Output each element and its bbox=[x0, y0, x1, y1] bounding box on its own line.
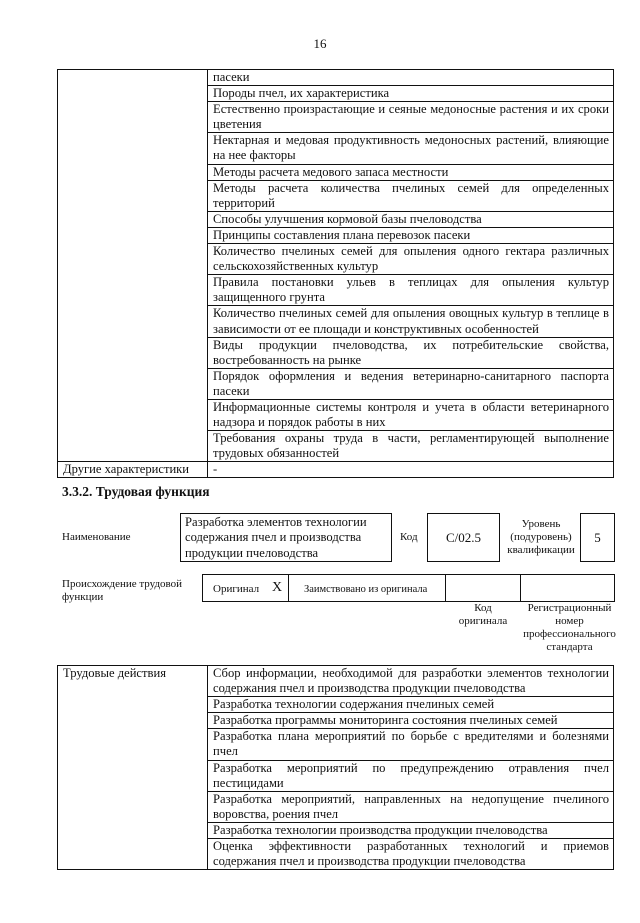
action-item: Разработка мероприятий по предупреждению отравления пчел пестицидами bbox=[208, 760, 614, 791]
action-item: Разработка технологии содержания пчелиных семей bbox=[208, 697, 614, 713]
code-label: Код bbox=[400, 531, 418, 543]
actions-table bbox=[57, 665, 614, 870]
name-label: Наименование bbox=[62, 531, 131, 543]
knowledge-item: Виды продукции пчеловодства, их потребительские свойства, востребованность на рынке bbox=[208, 337, 614, 368]
knowledge-item: Правила постановки ульев в теплицах для опыления культур защищенного грунта bbox=[208, 275, 614, 306]
knowledge-item: Принципы составления плана перевозок пасеки bbox=[208, 227, 614, 243]
knowledge-item: Естественно произрастающие и сеяные медоносные растения и их сроки цветения bbox=[208, 102, 614, 133]
action-item: Разработка технологии производства продукции пчеловодства bbox=[208, 822, 614, 838]
knowledge-item: Количество пчелиных семей для опыления овощных культур в теплице в зависимости от ее площади и конструктивных особенностей bbox=[208, 306, 614, 337]
knowledge-table bbox=[57, 69, 614, 478]
level-label: Уровень (подуровень) квалификации bbox=[507, 518, 575, 556]
action-item: Разработка плана мероприятий по борьбе с вредителями и болезнями пчел bbox=[208, 729, 614, 760]
knowledge-item: Способы улучшения кормовой базы пчеловодства bbox=[208, 211, 614, 227]
origin-borrowed-label: Заимствовано из оригинала bbox=[304, 584, 428, 595]
knowledge-item: Количество пчелиных семей для опыления одного гектара различных сельскохозяйственных культур bbox=[208, 244, 614, 275]
origin-reg-caption: Регистрационный номер профессионального стандарта bbox=[523, 602, 616, 653]
knowledge-item: Требования охраны труда в части, регламентирующей выполнение трудовых обязанностей bbox=[208, 431, 614, 462]
origin-code-caption: Код оригинала bbox=[458, 602, 508, 627]
knowledge-item: Методы расчета медового запаса местности bbox=[208, 164, 614, 180]
other-characteristics-label: Другие характеристики bbox=[58, 462, 208, 478]
knowledge-item: пасеки bbox=[208, 70, 614, 86]
section-heading: 3.3.2. Трудовая функция bbox=[62, 484, 210, 499]
function-code-box: C/02.5 bbox=[427, 513, 500, 562]
knowledge-label-cell bbox=[58, 70, 208, 462]
origin-original-mark: X bbox=[272, 580, 283, 595]
origin-original-label: Оригинал bbox=[213, 583, 260, 595]
actions-label: Трудовые действия bbox=[58, 666, 208, 870]
page-number: 16 bbox=[313, 36, 327, 51]
knowledge-item: Информационные системы контроля и учета в области ветеринарного надзора и порядок работы в них bbox=[208, 399, 614, 430]
origin-label: Происхождение трудовой функции bbox=[62, 578, 183, 603]
knowledge-item: Методы расчета количества пчелиных семей для определенных территорий bbox=[208, 180, 614, 211]
other-characteristics-value: - bbox=[208, 462, 614, 478]
knowledge-item: Нектарная и медовая продуктивность медоносных растений, влияющие на нее факторы bbox=[208, 133, 614, 164]
level-value-box: 5 bbox=[580, 513, 615, 562]
action-item: Сбор информации, необходимой для разработки элементов технологии содержания пчел и производства продукции пчеловодства bbox=[208, 666, 614, 697]
action-item: Оценка эффективности разработанных технологий и приемов содержания пчел и производства продукции пчеловодства bbox=[208, 839, 614, 870]
knowledge-item: Породы пчел, их характеристика bbox=[208, 86, 614, 102]
function-name-box: Разработка элементов технологии содержания пчел и производства продукции пчеловодства bbox=[180, 513, 392, 562]
action-item: Разработка мероприятий, направленных на недопущение пчелиного воровства, роения пчел bbox=[208, 791, 614, 822]
action-item: Разработка программы мониторинга состояния пчелиных семей bbox=[208, 713, 614, 729]
knowledge-item: Порядок оформления и ведения ветеринарно-санитарного паспорта пасеки bbox=[208, 368, 614, 399]
